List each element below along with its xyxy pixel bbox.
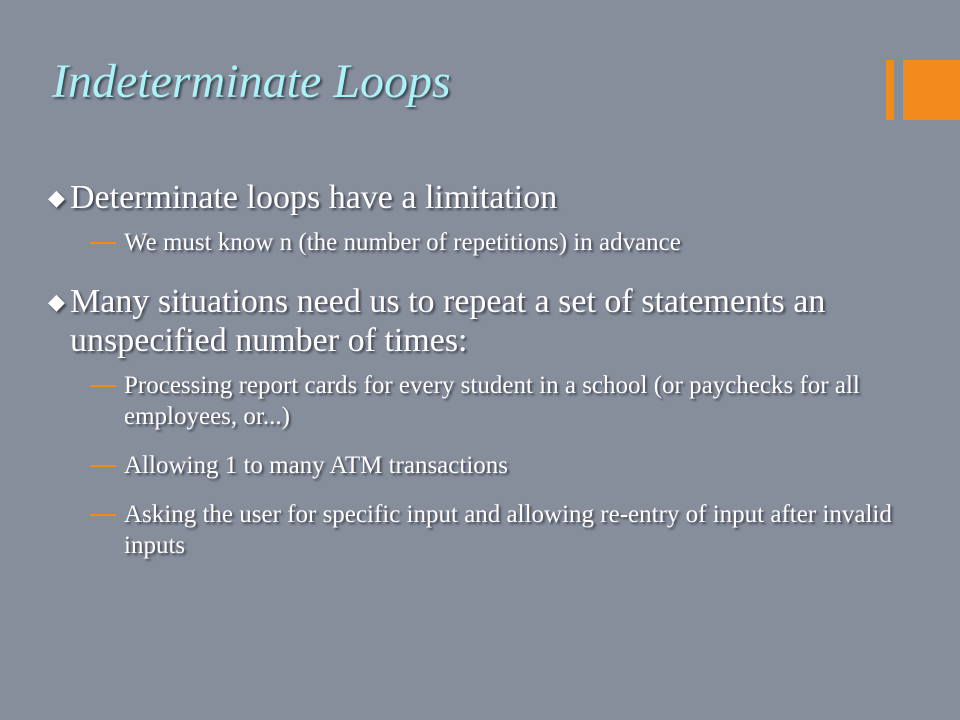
sub-bullet-text: We must know n (the number of repetitions) in advance <box>124 229 681 256</box>
sub-bullet-text: Asking the user for specific input and allowing re-entry of input after invalid inputs <box>124 501 892 559</box>
slide-content <box>48 178 928 579</box>
bullet-item <box>48 178 928 217</box>
sub-bullet-item <box>48 450 928 481</box>
sub-bullet-item <box>48 227 928 258</box>
accent-bar-thin <box>886 60 894 120</box>
sub-bullet-item <box>48 499 928 561</box>
dash-bullet-icon <box>90 465 116 467</box>
dash-bullet-icon <box>90 385 116 387</box>
accent-bar-block <box>903 60 960 120</box>
dash-bullet-icon <box>90 514 116 516</box>
sub-bullet-text: Processing report cards for every student in a school (or paychecks for all employees, or...) <box>124 372 860 430</box>
slide-title: Indeterminate Loops <box>52 55 451 108</box>
diamond-bullet-icon: ◆ <box>48 289 65 314</box>
sub-bullet-text: Allowing 1 to many ATM transactions <box>124 452 508 479</box>
bullet-item <box>48 282 928 360</box>
dash-bullet-icon <box>90 242 116 244</box>
diamond-bullet-icon: ◆ <box>48 185 65 210</box>
sub-bullet-item <box>48 370 928 432</box>
bullet-text: Many situations need us to repeat a set of statements an unspecified number of times: <box>70 283 826 359</box>
bullet-text: Determinate loops have a limitation <box>70 179 558 216</box>
